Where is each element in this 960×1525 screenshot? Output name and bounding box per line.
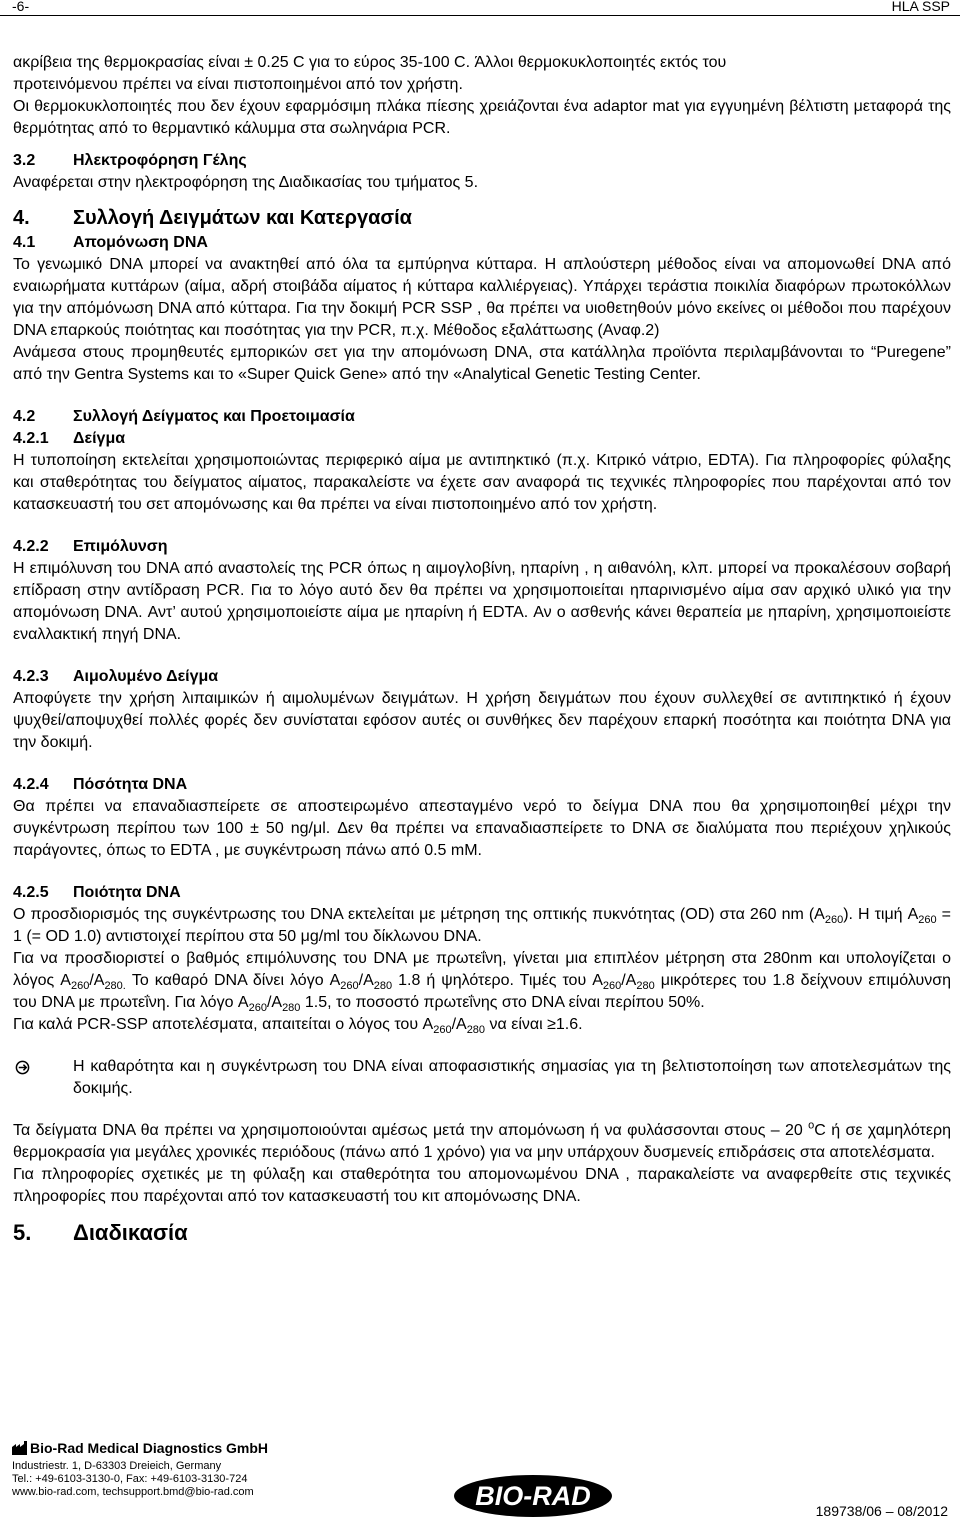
adaptor-paragraph: Οι θερμοκυκλοποιητές που δεν έχουν εφαρμόσιμη πλάκα πίεσης χρειάζονται ένα adaptor mat για εγγυημένη βέλτιστη μεταφορά της θερμότητας από το θερμαντικό κάλυμμα στα σωληνάρια PCR. (13, 98, 951, 137)
heading-4-2-3: 4.2.3 Αιμολυμένο Δείγμα (13, 668, 219, 685)
heading-3-2: 3.2 Ηλεκτροφόρηση Γέλης (13, 152, 247, 169)
company-address: Industriestr. 1, D-63303 Dreieich, Germany Tel.: +49-6103-3130-0, Fax: +49-6103-3130-724 www.bio-rad.com, techsupport.bmd@bio-rad.com (12, 1460, 254, 1498)
dna-quantity-text: Θα πρέπει να επαναδιασπείρετε σε αποστειρωμένο απεσταγμένο νερό το δείγμα DNA που θα χρησιμοποιηθεί μέχρι την συγκέντρωση περίπου των 100 ± 50 ng/μl. Δεν θα πρέπει να επαναδιασπείρετε το DNA σε διαλύματα που περιέχουν χηλικούς παράγοντες, όπως το EDTA , με συγκέντρωση πάνω από 0.5 mM. (13, 798, 951, 859)
page-content (13, 52, 951, 1248)
dna-quality-text-a: Ο προσδιορισμός της συγκέντρωσης του DNA εκτελείται με μέτρηση της οπτικής πυκνότητας (OD) στα 260 nm $(A_{260})$. Η τιμή $A_{260} = 1$ (= OD 1.0) αντιστοιχεί περίπου στα 50 μg/ml του δίκλωνου DNA. (13, 906, 952, 945)
header-rule (0, 15, 960, 16)
company-name: Bio-Rad Medical Diagnostics GmbH (30, 1440, 269, 1456)
gel-electrophoresis-text: Αναφέρεται στην ηλεκτροφόρηση της Διαδικασίας του τμήματος 5. (13, 174, 479, 191)
page-header (0, 0, 960, 16)
dna-quality-text-c: Για καλά PCR-SSP αποτελέσματα, απαιτείται ο λόγος του $A_{260}/A_{280}$ να είναι ≥1.6. (13, 1016, 583, 1037)
page-footer (0, 1436, 960, 1525)
storage-text: Τα δείγματα DNA θα πρέπει να χρησιμοποιούνται αμέσως μετά την απομόνωση ή να φυλάσσονται στους – 20 $^o$C ή σε χαμηλότερη θερμοκρασία για μεγάλες χρονικές περιόδους (πάνω από 1 χρόνο) για να μην υπάρχουν δυσμενείς επιδράσεις στα αποτελέσματα. (13, 1119, 952, 1161)
intro-line-2: προτεινόμενου πρέπει να είναι πιστοποιημένοι από τον χρήστη. (13, 76, 463, 93)
heading-5: 5. Διαδικασία (13, 1220, 188, 1245)
contamination-text: Η επιμόλυνση του DNA από αναστολείς της PCR όπως η αιμογλοβίνη, ηπαρίνη , η αιθανόλη, κλπ. μπορεί να προκαλέσουν σοβαρή επίδραση στην αντίδραση PCR. Για το λόγο αυτό δεν θα πρέπει να χρησιμοποιείται ηπαρινισμένο αίμα σαν αρχικό υλικό για την απομόνωση DNA. Αντ’ αυτού χρησιμοποιείστε αίμα με ηπαρίνη ή EDTA. Αν ο ασθενής κάνει θεραπεία με ηπαρίνη, χρησιμοποιείστε εναλλακτική πηγή DNA. (13, 560, 951, 643)
heading-4: 4. Συλλογή Δειγμάτων και Κατεργασία (13, 207, 412, 229)
sample-text: Η τυποποίηση εκτελείται χρησιμοποιώντας περιφερικό αίμα με αντιπηκτικό (π.χ. Κιτρικό νάτριο, EDTA). Για πληροφορίες φύλαξης και σταθερότητας του δείγματος αίματος, παρακαλείστε να έχετε σαν αναφορά τις τεχνικές πληροφορίες που παρέχονται από τον κατασκευαστή του σετ απομόνωσης και θα πρέπει να είναι πιστοποιημένο από τον χρήστη. (13, 452, 951, 513)
document-number: 189738/06 – 08/2012 (815, 1503, 948, 1519)
hemolyzed-text: Αποφύγετε την χρήση λιπαιμικών ή αιμολυμένων δειγμάτων. Η χρήση δειγμάτων που έχουν συλλεχθεί σε αντιπηκτικό ή έχουν ψυχθεί/αποψυχθεί πολλές φορές δεν συνίσταται εφόσον αυτές οι συνθήκες δεν παρέχουν επαρκή ποσότητα και ποιότητα DNA για την δοκιμή. (13, 690, 951, 751)
storage-info-text: Για πληροφορίες σχετικές με τη φύλαξη και σταθερότητα του απομονωμένου DNA , παρακαλείστε να αναφερθείτε στις τεχνικές πληροφορίες που παρέχονται από τον κατασκευαστή του κιτ απομόνωσης DNA. (13, 1166, 951, 1205)
page-number: -6- (12, 0, 30, 14)
bio-rad-logo (453, 1474, 613, 1518)
heading-4-2-5: 4.2.5 Ποιότητα DNA (13, 884, 181, 901)
heading-4-2: 4.2 Συλλογή Δείγματος και Προετοιμασία (13, 408, 355, 425)
intro-line-1: ακρίβεια της θερμοκρασίας είναι ± 0.25 C για το εύρος 35-100 C. Άλλοι θερμοκυκλοποιητές εκτός του (13, 54, 727, 71)
document-name: HLA SSP (891, 0, 950, 14)
heading-4-2-4: 4.2.4 Πόσότητα DNA (13, 776, 188, 793)
note-block (13, 1056, 951, 1100)
hand-pointer-icon (15, 1060, 30, 1075)
bio-rad-logo-text: BIO-RAD (475, 1481, 591, 1511)
commercial-kits-text: Ανάμεσα στους προμηθευτές εμπορικών σετ για την απομόνωση DNA, στα κατάλληλα προϊόντα περιλαμβάνονται το “Puregene” από την Gentra Systems και το «Super Quick Gene» από την «Analytical Genetic Testing Center. (13, 344, 951, 383)
factory-icon (12, 1441, 28, 1455)
dna-isolation-text: Το γενωμικό DNA μπορεί να ανακτηθεί από όλα τα εμπύρηνα κύτταρα. Η απλούστερη μέθοδος είναι να απομονωθεί DNA από εναιωρήματα κυττάρων (αίμα, αδρή στοιβάδα αίματος ή κύτταρα καλλιέργειας). Υπάρχει τεράστια ποικιλία διαφόρων πρωτοκόλλων για την απόμόνωση DNA από κύτταρα. Για την δοκιμή PCR SSP , θα πρέπει να υιοθετηθούν μόνο εκείνες οι μέθοδοι που παρέχουν DNA επαρκούς ποιότητας και ποσότητας για την PCR, π.χ. Μέθοδος εξαλάττωσης (Αναφ.2) (13, 256, 951, 339)
dna-quality-text-b: Για να προσδιοριστεί ο βαθμός επιμόλυνσης του DNA με πρωτεΐνη, γίνεται μια επιπλέον μέτρηση στα 280nm και υπολογίζεται ο λόγος $A_{260}/A_{280.}$ Το καθαρό DNA δίνει λόγο $A_{260}/A_{280}$ 1.8 ή ψηλότερο. Τιμές του $A_{260}/A_{280}$ μικρότερες του 1.8 δείχνουν επιμόλυνση του DNA με πρωτεΐνη. Για λόγο $A_{260}/A_{280}$ 1.5, το ποσοστό πρωτεΐνης στο DNA είναι περίπου 50%. (13, 950, 951, 1015)
heading-4-2-1: 4.2.1 Δείγμα (13, 430, 126, 447)
heading-4-1: 4.1 Απομόνωση DNA (13, 234, 208, 251)
note-text: Η καθαρότητα και η συγκέντρωση του DNA είναι αποφασιστικής σημασίας για τη βελτιστοποίηση των αποτελεσμάτων της δοκιμής. (73, 1058, 951, 1097)
heading-4-2-2: 4.2.2 Επιμόλυνση (13, 538, 168, 555)
